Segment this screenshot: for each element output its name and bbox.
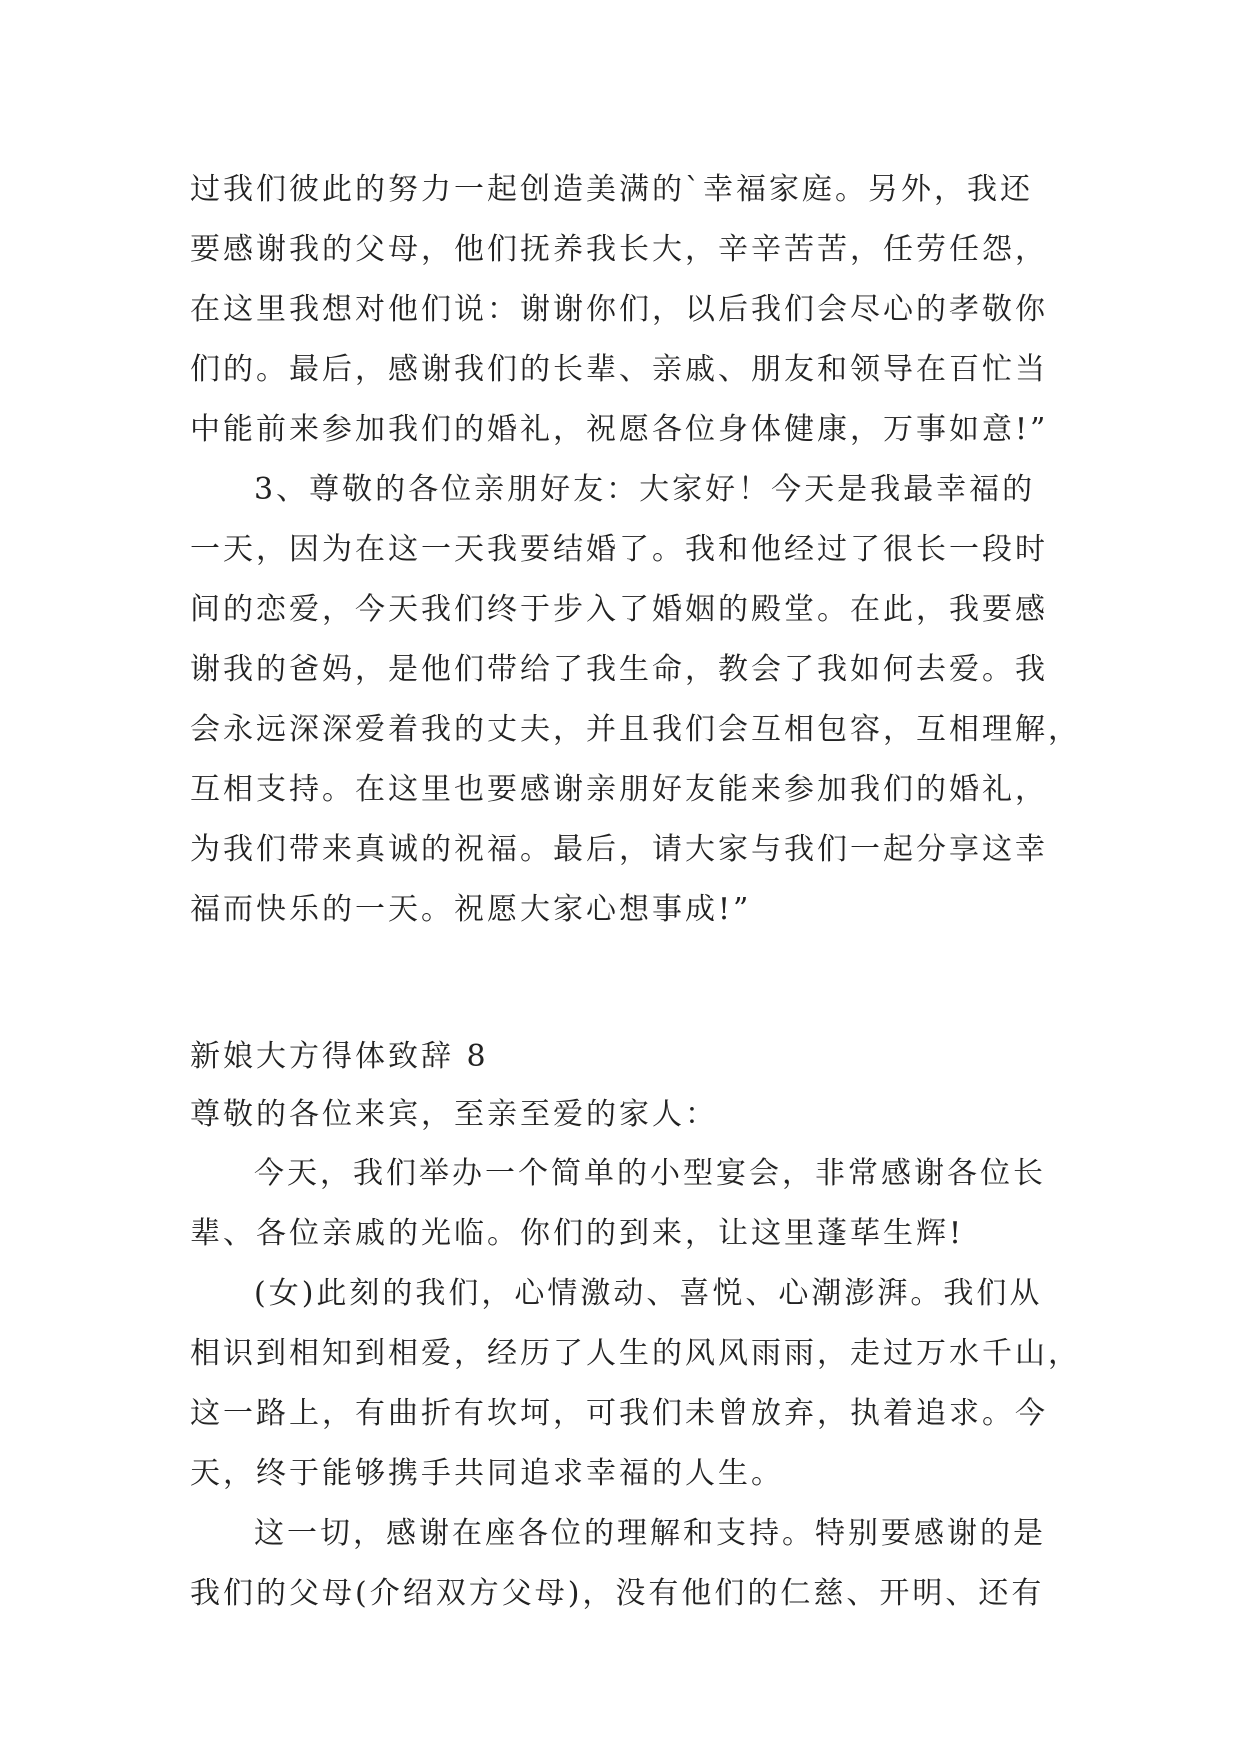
salutation: 尊敬的各位来宾，至亲至爱的家人： <box>190 1097 718 1132</box>
text-line: 一天，因为在这一天我要结婚了。我和他经过了很长一段时 <box>190 532 1048 567</box>
paragraph-1 <box>190 1144 1050 1264</box>
section-title: 新娘大方得体致辞 8 <box>190 1039 489 1074</box>
text-line: 们的。最后，感谢我们的长辈、亲戚、朋友和领导在百忙当 <box>190 352 1048 387</box>
text-line: 相识到相知到相爱，经历了人生的风风雨雨，走过万水千山， <box>190 1336 1081 1371</box>
paragraph-speech-3 <box>190 460 1081 940</box>
text-line: 今天，我们举办一个简单的小型宴会，非常感谢各位长 <box>254 1156 1046 1191</box>
paragraph-3 <box>190 1504 1050 1624</box>
paragraph-2 <box>190 1264 1081 1504</box>
text-line: (女)此刻的我们，心情激动、喜悦、心潮澎湃。我们从 <box>254 1276 1043 1311</box>
text-line: 会永远深深爱着我的丈夫，并且我们会互相包容，互相理解， <box>190 712 1081 747</box>
text-line: 间的恋爱，今天我们终于步入了婚姻的殿堂。在此，我要感 <box>190 592 1048 627</box>
text-line: 中能前来参加我们的婚礼，祝愿各位身体健康，万事如意!” <box>190 412 1049 447</box>
paragraph-continuation <box>190 160 1050 460</box>
text-line: 为我们带来真诚的祝福。最后，请大家与我们一起分享这幸 <box>190 832 1048 867</box>
text-line: 辈、各位亲戚的光临。你们的到来，让这里蓬荜生辉! <box>190 1216 965 1251</box>
text-line: 谢我的爸妈，是他们带给了我生命，教会了我如何去爱。我 <box>190 652 1048 687</box>
text-line: 要感谢我的父母，他们抚养我长大，辛辛苦苦，任劳任怨， <box>190 232 1048 267</box>
section-gap <box>190 940 1050 1028</box>
text-line: 这一切，感谢在座各位的理解和支持。特别要感谢的是 <box>254 1516 1046 1551</box>
text-line: 这一路上，有曲折有坎坷，可我们未曾放弃，执着追求。今 <box>190 1396 1048 1431</box>
text-line: 3、尊敬的各位亲朋好友：大家好！今天是我最幸福的 <box>254 472 1036 507</box>
text-line: 互相支持。在这里也要感谢亲朋好友能来参加我们的婚礼， <box>190 772 1048 807</box>
text-line: 福而快乐的一天。祝愿大家心想事成!” <box>190 892 752 927</box>
text-line: 天，终于能够携手共同追求幸福的人生。 <box>190 1456 784 1491</box>
text-line: 我们的父母(介绍双方父母)，没有他们的仁慈、开明、还有 <box>190 1576 1045 1611</box>
text-line: 过我们彼此的努力一起创造美满的`幸福家庭。另外，我还 <box>190 172 1033 207</box>
text-line: 在这里我想对他们说：谢谢你们，以后我们会尽心的孝敬你 <box>190 292 1048 327</box>
document-body <box>190 160 1081 1624</box>
